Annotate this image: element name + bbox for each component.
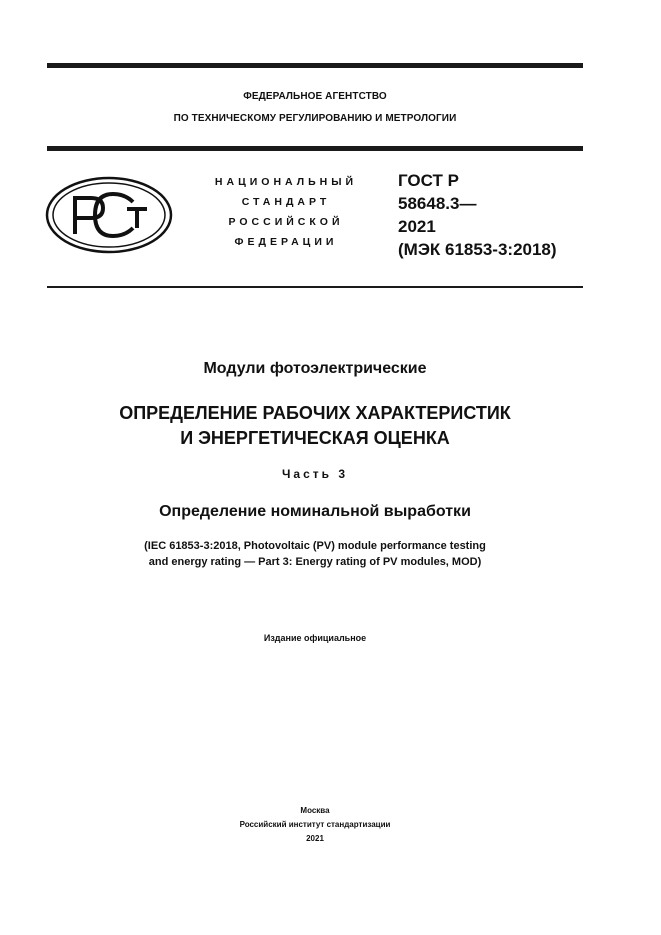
- standard-designation: [398, 169, 557, 261]
- national-line-4: ФЕДЕРАЦИИ: [234, 236, 338, 248]
- national-line-1: НАЦИОНАЛЬНЫЙ: [214, 176, 358, 188]
- rst-emblem-logo: [45, 176, 175, 254]
- document-subtitle: Определение номинальной выработки: [159, 503, 471, 520]
- national-standard-label: [196, 172, 376, 252]
- top-rule: [47, 63, 583, 68]
- imprint-year: 2021: [306, 834, 324, 843]
- imprint: [47, 804, 583, 846]
- document-subject: Модули фотоэлектрические: [203, 360, 427, 377]
- iec-line-1: (IEC 61853-3:2018, Photovoltaic (PV) module performance testing: [144, 540, 486, 552]
- imprint-publisher: Российский институт стандартизации: [239, 820, 391, 829]
- title-line-2: И ЭНЕРГЕТИЧЕСКАЯ ОЦЕНКА: [180, 428, 450, 448]
- agency-line-1: ФЕДЕРАЛЬНОЕ АГЕНТСТВО: [243, 91, 387, 102]
- agency-line-2: ПО ТЕХНИЧЕСКОМУ РЕГУЛИРОВАНИЮ И МЕТРОЛОГИИ: [173, 113, 457, 124]
- designation-line-4: (МЭК 61853-3:2018): [398, 240, 557, 259]
- designation-line-1: ГОСТ Р: [398, 171, 459, 190]
- designation-line-2: 58648.3—: [398, 194, 477, 213]
- document-title: [47, 401, 583, 451]
- iec-line-2: and energy rating — Part 3: Energy rating of PV modules, MOD): [148, 556, 482, 568]
- designation-line-3: 2021: [398, 217, 436, 236]
- edition-label: Издание официальное: [263, 633, 367, 643]
- document-part: Часть 3: [281, 467, 349, 481]
- rst-emblem-icon: [45, 176, 175, 254]
- title-line-1: ОПРЕДЕЛЕНИЕ РАБОЧИХ ХАРАКТЕРИСТИК: [119, 403, 511, 423]
- national-line-3: РОССИЙСКОЙ: [228, 216, 344, 228]
- iec-reference: [47, 538, 583, 570]
- national-line-2: СТАНДАРТ: [241, 196, 331, 208]
- header-rule: [47, 146, 583, 151]
- imprint-city: Москва: [300, 806, 330, 815]
- block-rule: [47, 286, 583, 288]
